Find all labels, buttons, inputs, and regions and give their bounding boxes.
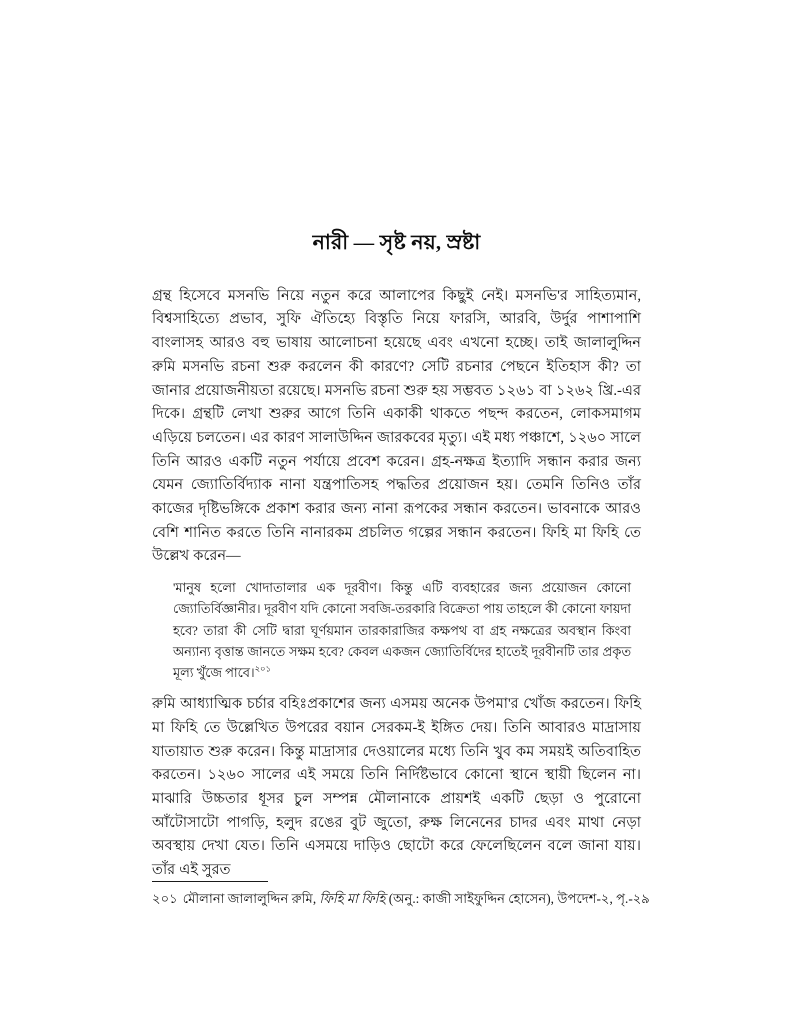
footnote-area	[152, 881, 650, 909]
quotation-text	[173, 578, 631, 684]
body-paragraph-2: রুমি আধ্যাত্মিক চর্চার বহিঃপ্রকাশের জন্য এসময় অনেক উপমা'র খোঁজ করতেন। ফিহি মা ফিহি তে উল্লেখিত উপরের বয়ান সেরকম-ই ইঙ্গিত দেয়। তিনি আবারও মাদ্রাসায় যাতায়াত শুরু করেন। কিন্তু মাদ্রাসার দেওয়ালের মধ্যে তিনি খুব কম সময়ই অতিবাহিত করতেন। ১২৬০ সালের এই সময়ে তিনি নির্দিষ্টভাবে কোনো স্থানে স্থায়ী ছিলেন না। মাঝারি উচ্চতার ধূসর চুল সম্পন্ন মৌলানাকে প্রায়শই একটি ছেড়া ও পুরোনো আঁটোসাটো পাগড়ি, হলুদ রঙের বুট জুতো, রুক্ষ লিনেনের চাদর এবং মাথা নেড়া অবস্থায় দেখা যেত। তিনি এসময়ে দাড়িও ছোটো করে ফেলেছিলেন বলে জানা যায়। তাঁর এই সুরত	[152, 696, 641, 879]
footnote-author: মৌলানা জালালুদ্দিন রুমি,	[182, 891, 320, 906]
body-paragraph-1: গ্রন্থ হিসেবে মসনভি নিয়ে নতুন করে আলাপের কিছুই নেই। মসনভি'র সাহিত্যমান, বিশ্বসাহিত্যে প্রভাব, সুফি ঐতিহ্যে বিস্তৃতি নিয়ে ফারসি, আরবি, উর্দুর পাশাপাশি বাংলাসহ আরও বহু ভাষায় আলোচনা হয়েছে এবং এখনো হচ্ছে। তাই জালালুদ্দিন রুমি মসনভি রচনা শুরু করলেন কী কারণে? সেটি রচনার পেছনে ইতিহাস কী? তা জানার প্রয়োজনীয়তা রয়েছে। মসনভি রচনা শুরু হয় সম্ভবত ১২৬১ বা ১২৬২ খ্রি.-এর দিকে। গ্রন্থটি লেখা শুরুর আগে তিনি একাকী থাকতে পছন্দ করতেন, লোকসমাগম এড়িয়ে চলতেন। এর কারণ সালাউদ্দিন জারকবের মৃত্যু। এই মধ্য পঞ্চাশে, ১২৬০ সালে তিনি আরও একটি নতুন পর্যায়ে প্রবেশ করেন। গ্রহ-নক্ষত্র ইত্যাদি সন্ধান করার জন্য যেমন জ্যোতির্বিদ্যাক নানা যন্ত্রপাতিসহ পদ্ধতির প্রয়োজন হয়। তেমনি তিনিও তাঁর কাজের দৃষ্টিভঙ্গিকে প্রকাশ করার জন্য নানা রূপকের সন্ধান করতেন। ভাবনাকে আরও বেশি শানিত করতে তিনি নানারকম প্রচলিত গল্পের সন্ধান করতেন। ফিহি মা ফিহি তে উল্লেখ করেন—	[152, 287, 641, 565]
quotation-body: 'মানুষ হলো খোদাতালার এক দূরবীণ। কিন্তু এটি ব্যবহারের জন্য প্রয়োজন কোনো জ্যোতির্বিজ্ঞানীর। দূরবীণ যদি কোনো সবজি-তরকারি বিক্রেতা পায় তাহলে কী কোনো ফায়দা হবে? তারা কী সেটি দ্বারা ঘূর্ণয়মান তারকারাজির কক্ষপথ বা গ্রহ নক্ষত্রের অবস্থান কিংবা অন্যান্য বৃত্তান্ত জানতে সক্ষম হবে? কেবল একজন জ্যোতির্বিদের হাতেই দূরবীনটি তার প্রকৃত মূল্য খুঁজে পাবে।	[173, 581, 631, 680]
block-quotation	[152, 578, 641, 684]
footnote-entry	[152, 889, 650, 909]
footnote-separator-rule	[152, 881, 268, 882]
footnote-work-title: ফিহি মা ফিহি	[319, 891, 386, 906]
footnote-reference-marker: ২০১	[254, 664, 271, 674]
page-content	[152, 228, 641, 883]
footnote-number: ২০১	[152, 891, 178, 906]
footnote-citation-details: (অনু.: কাজী সাইফুদ্দিন হোসেন), উপদেশ-২, পৃ.-২৯	[385, 891, 650, 906]
page-title: নারী — সৃষ্ট নয়, স্রষ্টা	[312, 232, 481, 254]
